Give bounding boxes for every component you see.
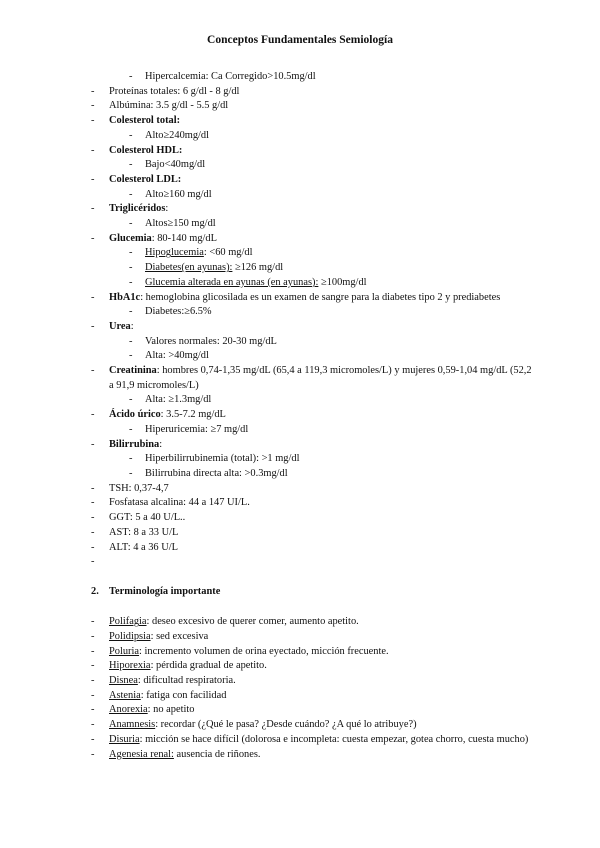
bullet-dash: - [129,247,133,259]
list-item: - Alta: ≥1.3mg/dl [0,393,600,408]
bullet-dash: - [91,704,95,716]
bullet-dash: - [91,232,95,244]
list-item: - Hipercalcemia: Ca Corregido>10.5mg/dl [0,70,600,85]
spacer [0,570,600,585]
term-name: Anamnesis [109,719,156,731]
list-item: - Proteínas totales: 6 g/dl - 8 g/dl [0,85,600,100]
list-item [0,645,600,660]
bullet-dash: - [129,71,133,82]
list-item [0,689,600,704]
list-item: - ALT: 4 a 36 U/L [0,541,600,556]
list-item: - TSH: 0,37-4,7 [0,482,600,497]
list-item [0,748,600,763]
term-definition: : dificultad respiratoria. [137,675,236,687]
page-title: Conceptos Fundamentales Semiología [207,34,393,46]
bullet-dash: - [129,423,133,435]
list-item: - Fosfatasa alcalina: 44 a 147 UI/L. [0,496,600,511]
list-item: - Ácido úrico: 3.5-7.2 mg/dL [0,408,600,423]
term-definition: : pérdida gradual de apetito. [150,660,267,672]
bullet-dash: - [129,467,133,479]
bullet-dash: - [91,616,95,628]
bullet-dash: - [91,365,95,377]
bullet-dash: - [91,733,95,745]
bullet-dash: - [129,394,133,406]
bullet-dash: - [129,262,133,274]
bullet-dash: - [129,159,133,171]
list-item: - Bilirrubina: [0,438,600,453]
bullet-dash: - [91,541,95,553]
bullet-dash: - [91,630,95,642]
bullet-dash: - [91,645,95,657]
list-item [0,555,600,570]
bullet-dash: - [91,438,95,450]
bullet-dash: - [91,689,95,701]
bullet-dash: - [129,129,133,141]
bullet-dash: - [91,526,95,538]
term-name: Anorexia [109,704,148,716]
bullet-dash: - [91,497,95,509]
section-number: 2. [91,585,99,597]
term-definition: : incremento volumen de orina eyectado, micción frecuente. [139,645,389,657]
bullet-dash: - [91,719,95,731]
list-item: - Colesterol LDL: [0,173,600,188]
list-item [0,615,600,630]
list-item: - Altos≥150 mg/dl [0,217,600,232]
bullet-dash: - [91,144,95,156]
bullet-dash: - [91,556,95,568]
list-item: - Alto≥160 mg/dl [0,188,600,203]
list-item: - Glucemia alterada en ayunas (en ayunas): ≥100mg/dl [0,276,600,291]
bullet-dash: - [129,276,133,288]
bullet-dash: - [129,335,133,347]
list-item: - Alta: >40mg/dl [0,349,600,364]
term-definition: : sed excesiva [150,630,209,642]
bullet-dash: - [129,218,133,230]
list-item: - Creatinina: hombres 0,74-1,35 mg/dL (65,4 a 119,3 micromoles/L) y mujeres 0,59-1,04 mg/dL (52,2 a 91,9 micromoles/L) [91,365,532,391]
list-item: - Urea: [0,320,600,335]
bullet-dash: - [91,291,95,303]
bullet-dash: - [91,512,95,524]
bullet-dash: - [91,203,95,215]
list-item: - Alto≥240mg/dl [0,129,600,144]
list-item [0,630,600,645]
list-item: - Valores normales: 20-30 mg/dL [0,335,600,350]
term-name: Poluria [109,645,140,657]
term-definition: : fatiga con facilidad [140,689,227,701]
section-heading [0,585,600,601]
bullet-dash: - [91,409,95,421]
term-name: Agenesia renal: [109,748,174,760]
term-name: Polifagia [109,616,147,628]
list-item: - GGT: 5 a 40 U/L.. [0,511,600,526]
term-name: Astenia [109,689,141,701]
spacer [0,601,600,616]
bullet-dash: - [91,660,95,672]
bullet-dash: - [129,350,133,362]
term-definition: : recordar (¿Qué le pasa? ¿Desde cuándo? ¿A qué lo atribuye?) [155,719,417,731]
section-title: Terminología importante [109,585,221,597]
bullet-dash: - [91,482,95,494]
term-name: Disnea [109,675,138,687]
bullet-dash: - [91,100,95,112]
list-item: - Bilirrubina directa alta: >0.3mg/dl [0,467,600,482]
list-item: - Hiperbilirrubinemia (total): >1 mg/dl [0,452,600,467]
list-item: - HbA1c: hemoglobina glicosilada es un examen de sangre para la diabetes tipo 2 y prediabetes [0,291,600,306]
term-definition: ausencia de riñones. [173,748,261,760]
lab-values-list [0,70,600,762]
list-item [0,718,600,733]
list-item: - Colesterol total: [0,114,600,129]
bullet-dash: - [129,453,133,465]
term-definition: : no apetito [147,704,195,716]
list-item: - Glucemia: 80-140 mg/dL [0,232,600,247]
list-item: - Bajo<40mg/dl [0,158,600,173]
list-item: - Hipoglucemia: <60 mg/dl [0,246,600,261]
bullet-dash: - [91,320,95,332]
list-item [0,674,600,689]
list-item: - AST: 8 a 33 U/L [0,526,600,541]
bullet-dash: - [91,173,95,185]
bullet-dash: - [91,675,95,687]
bullet-dash: - [129,306,133,318]
list-item: - Hiperuricemia: ≥7 mg/dl [0,423,600,438]
term-name: Disuria [109,733,140,745]
bullet-dash: - [129,188,133,200]
bullet-dash: - [91,85,95,97]
term-definition: : micción se hace difícil (dolorosa e incompleta: cuesta empezar, gotea chorro, cuesta mucho) [139,733,529,745]
list-item [0,733,600,748]
list-item: - Diabetes:≥6.5% [0,305,600,320]
list-item [0,703,600,718]
bullet-dash: - [91,115,95,127]
terms-list [0,615,600,762]
list-item: - Albúmina: 3.5 g/dl - 5.5 g/dl [0,99,600,114]
term-name: Hiporexia [109,660,151,672]
list-item: - Colesterol HDL: [0,144,600,159]
list-item: - Triglicéridos: [0,202,600,217]
term-definition: : deseo excesivo de querer comer, aumento apetito. [146,616,359,628]
bullet-dash: - [91,748,95,760]
list-item [0,659,600,674]
list-item: - Diabetes(en ayunas): ≥126 mg/dl [0,261,600,276]
term-name: Polidipsia [109,630,151,642]
